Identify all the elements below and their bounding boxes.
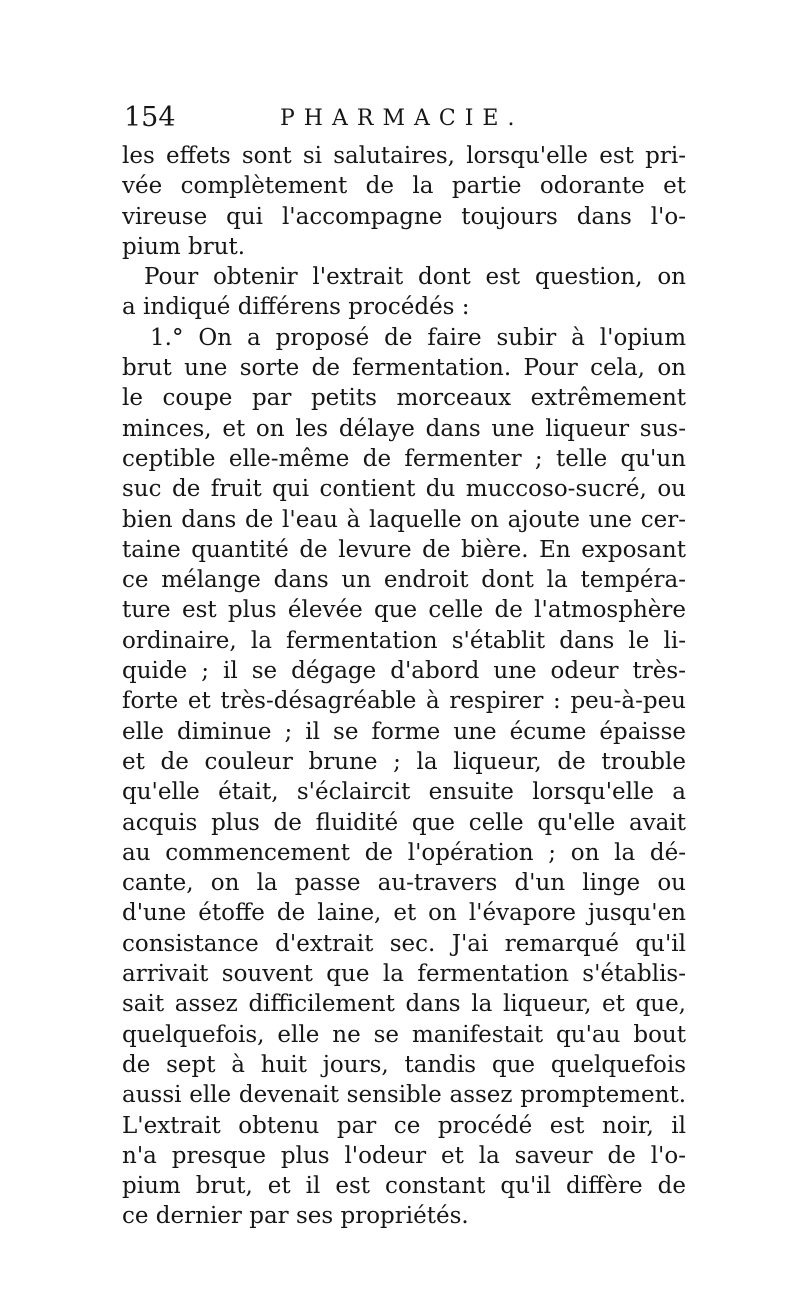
text-line: sait assez difficilement dans la liqueur, et que, — [122, 991, 686, 1018]
text-line: quelquefois, elle ne se manifestait qu'au bout — [122, 1021, 686, 1048]
text-line: aussi elle devenait sensible assez promptement. — [122, 1082, 686, 1109]
text-line: forte et très-désagréable à respirer : peu-à-peu — [122, 688, 686, 715]
text-line: et de couleur brune ; la liqueur, de trouble — [122, 748, 686, 775]
text-line: ce mélange dans un endroit dont la tempéra- — [122, 567, 686, 594]
text-line: d'une étoffe de laine, et on l'évapore jusqu'en — [122, 900, 686, 927]
running-head: PHARMACIE. — [280, 106, 524, 131]
text-line: qu'elle était, s'éclaircit ensuite lorsqu'elle a — [122, 779, 686, 806]
text-line: a indiqué différens procédés : — [122, 294, 470, 321]
text-line: 1.° On a proposé de faire subir à l'opium — [150, 324, 686, 351]
text-line: vée complètement de la partie odorante et — [122, 173, 686, 200]
text-line: ceptible elle-même de fermenter ; telle qu'un — [122, 445, 686, 472]
text-line: au commencement de l'opération ; on la dé- — [122, 839, 686, 866]
text-line: ce dernier par ses propriétés. — [122, 1203, 469, 1230]
text-line: les effets sont si salutaires, lorsqu'elle est pri- — [122, 143, 686, 169]
text-line: minces, et on les délaye dans une liqueur sus- — [122, 415, 686, 442]
text-line: ture est plus élevée que celle de l'atmosphère — [122, 597, 686, 624]
text-line: pium brut, et il est constant qu'il diffère de — [122, 1173, 686, 1200]
text-line: suc de fruit qui contient du muccoso-sucré, ou — [122, 476, 686, 503]
text-line: ordinaire, la fermentation s'établit dans le li- — [122, 627, 686, 654]
text-line: L'extrait obtenu par ce procédé est noir, il — [122, 1112, 686, 1139]
text-line: acquis plus de fluidité que celle qu'elle avait — [122, 809, 686, 836]
text-line: cante, on la passe au-travers d'un linge ou — [122, 870, 686, 897]
body-text — [122, 141, 686, 1232]
text-line: Pour obtenir l'extrait dont est question, on — [144, 264, 686, 291]
text-line: n'a presque plus l'odeur et la saveur de l'o- — [122, 1142, 686, 1169]
text-line: bien dans de l'eau à laquelle on ajoute une cer- — [122, 506, 686, 533]
text-line: elle diminue ; il se forme une écume épaisse — [122, 718, 686, 745]
page-header — [120, 100, 690, 140]
text-line: quide ; il se dégage d'abord une odeur très- — [122, 658, 686, 685]
text-line: brut une sorte de fermentation. Pour cela, on — [122, 355, 686, 382]
text-line: consistance d'extrait sec. J'ai remarqué qu'il — [122, 930, 686, 957]
text-line: le coupe par petits morceaux extrêmement — [122, 385, 686, 412]
text-line: vireuse qui l'accompagne toujours dans l'o- — [122, 203, 686, 230]
text-line: de sept à huit jours, tandis que quelquefois — [122, 1051, 686, 1078]
text-line: pium brut. — [122, 233, 246, 260]
page-number: 154 — [124, 102, 176, 133]
text-line: arrivait souvent que la fermentation s'établis- — [122, 961, 686, 988]
text-line: taine quantité de levure de bière. En exposant — [122, 536, 686, 563]
